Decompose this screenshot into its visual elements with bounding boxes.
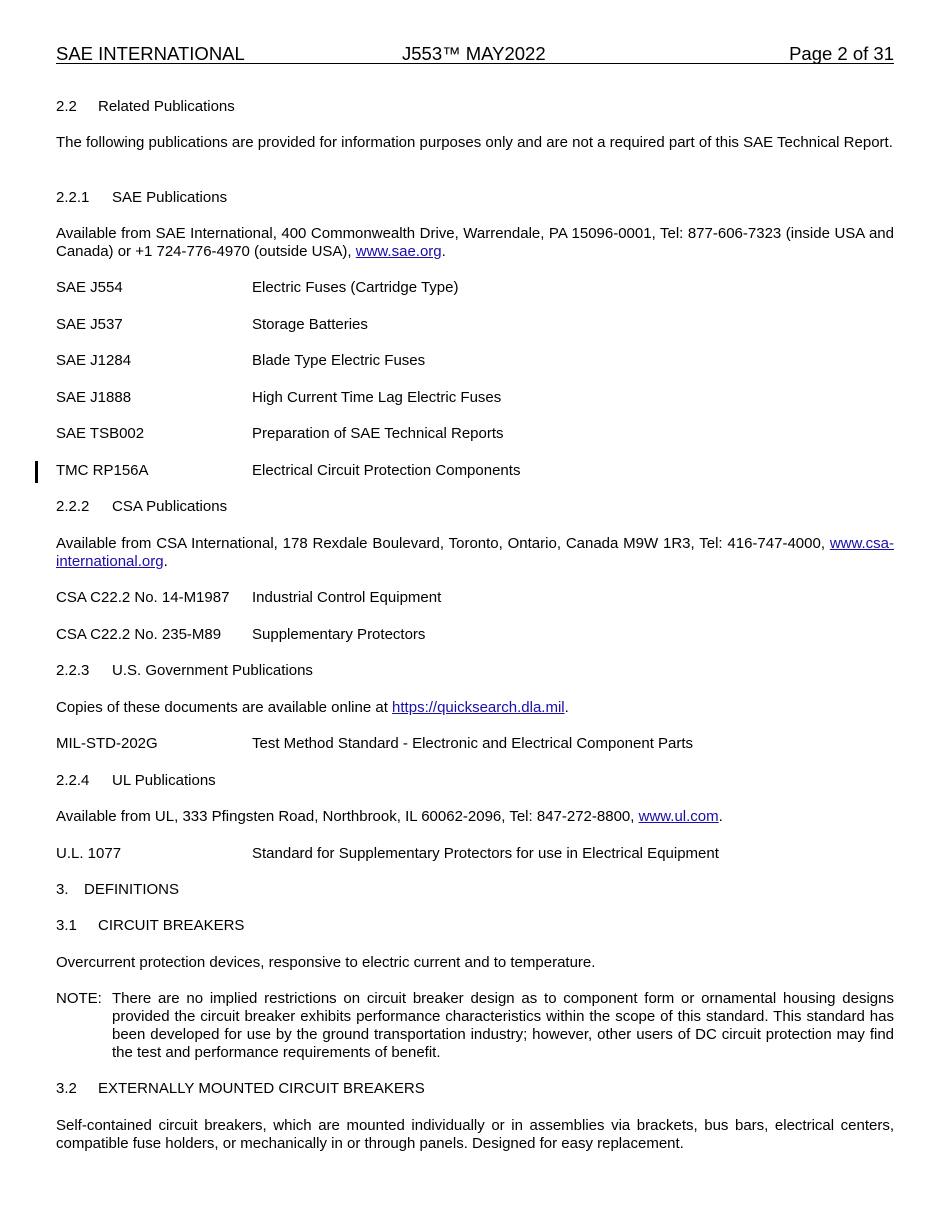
section-title: EXTERNALLY MOUNTED CIRCUIT BREAKERS xyxy=(98,1080,425,1097)
section-2-2-1-heading xyxy=(56,189,227,207)
reference-title: Preparation of SAE Technical Reports xyxy=(252,425,504,442)
reference-title: High Current Time Lag Electric Fuses xyxy=(252,389,502,406)
section-title: UL Publications xyxy=(112,772,216,789)
section-2-2-2-heading xyxy=(56,498,227,516)
reference-code: SAE J554 xyxy=(56,279,123,296)
reference-title: Blade Type Electric Fuses xyxy=(252,352,426,369)
section-3-heading xyxy=(56,881,179,899)
reference-code: CSA C22.2 No. 14-M1987 xyxy=(56,589,230,606)
sae-website-link[interactable]: www.sae.org xyxy=(355,243,442,260)
section-3-1-heading xyxy=(56,917,244,935)
availability-text: Available from UL, 333 Pfingsten Road, Northbrook, IL 60062-2096, Tel: 847-272-8800, xyxy=(56,808,639,825)
section-number: 2.2.1 xyxy=(56,189,90,206)
reference-code: CSA C22.2 No. 235-M89 xyxy=(56,626,222,643)
availability-tail: . xyxy=(441,243,446,260)
section-number: 2.2.2 xyxy=(56,498,90,515)
section-number: 3.2 xyxy=(56,1080,77,1097)
section-2-2-4-heading xyxy=(56,772,216,790)
csa-availability-paragraph xyxy=(56,535,894,571)
section-number: 2.2.3 xyxy=(56,662,90,679)
section-title: U.S. Government Publications xyxy=(112,662,313,679)
availability-tail: . xyxy=(163,553,168,570)
note-body: There are no implied restrictions on circuit breaker design as to component form or ornamental housing designs provided the circuit breaker exhibits performance characteristics within the scope of this standard. This standard has been developed for use by the ground transportation industry; however, other users of DC circuit protection may find the test and performance requirements of benefit. xyxy=(112,990,894,1061)
availability-text: Available from CSA International, 178 Rexdale Boulevard, Toronto, Ontario, Canada M9W 1R3, Tel: 416-747-4000, xyxy=(56,535,830,552)
section-number: 2.2.4 xyxy=(56,772,90,789)
reference-code: SAE TSB002 xyxy=(56,425,145,442)
section-2-2-heading xyxy=(56,98,235,116)
availability-text: Available from SAE International, 400 Commonwealth Drive, Warrendale, PA 15096-0001, Tel: 877-606-7323 (inside USA and Canada) or +1 724-776-4970 (outside USA), xyxy=(56,225,894,260)
revision-change-bar xyxy=(35,461,38,483)
section-number: 2.2 xyxy=(56,98,77,115)
dla-quicksearch-link[interactable]: https://quicksearch.dla.mil xyxy=(392,699,565,716)
reference-code: SAE J537 xyxy=(56,316,123,333)
availability-tail: . xyxy=(564,699,569,716)
reference-code: SAE J1284 xyxy=(56,352,132,369)
header-org: SAE INTERNATIONAL xyxy=(56,43,245,64)
section-3-2-body: Self-contained circuit breakers, which are mounted individually or in assemblies via brackets, bus bars, electrical centers, compatible fuse holders, or mechanically in or through panels. Designed for easy replacement. xyxy=(56,1117,894,1152)
reference-code: MIL-STD-202G xyxy=(56,735,158,752)
availability-text: Copies of these documents are available online at xyxy=(56,699,393,716)
csa-website-link[interactable]: www.csa-international.org xyxy=(56,535,894,570)
section-title: DEFINITIONS xyxy=(84,881,180,898)
reference-title: Electrical Circuit Protection Components xyxy=(252,462,521,479)
section-number: 3. xyxy=(56,881,69,898)
reference-code: U.L. 1077 xyxy=(56,845,122,862)
reference-title: Electric Fuses (Cartridge Type) xyxy=(252,279,459,296)
reference-code: SAE J1888 xyxy=(56,389,132,406)
note-label: NOTE: xyxy=(56,990,102,1007)
reference-code: TMC RP156A xyxy=(56,462,149,479)
sae-availability-paragraph xyxy=(56,225,894,261)
section-3-2-heading xyxy=(56,1080,425,1098)
section-2-2-intro: The following publications are provided for information purposes only and are not a required part of this SAE Technical Report. xyxy=(56,134,893,151)
availability-tail: . xyxy=(718,808,723,825)
section-2-2-3-heading xyxy=(56,662,313,680)
section-title: Related Publications xyxy=(98,98,235,115)
section-title: CSA Publications xyxy=(112,498,228,515)
reference-title: Test Method Standard - Electronic and Electrical Component Parts xyxy=(252,735,694,752)
gov-availability-paragraph xyxy=(56,699,569,717)
reference-title: Standard for Supplementary Protectors for use in Electrical Equipment xyxy=(252,845,719,862)
header-document-id: J553™ MAY2022 xyxy=(402,43,546,64)
section-3-1-body: Overcurrent protection devices, responsive to electric current and to temperature. xyxy=(56,954,596,971)
ul-website-link[interactable]: www.ul.com xyxy=(638,808,719,825)
ul-availability-paragraph xyxy=(56,808,723,826)
header-rule xyxy=(56,63,894,64)
section-title: SAE Publications xyxy=(112,189,228,206)
section-title: CIRCUIT BREAKERS xyxy=(98,917,245,934)
reference-title: Supplementary Protectors xyxy=(252,626,426,643)
reference-title: Industrial Control Equipment xyxy=(252,589,442,606)
header-page-number: Page 2 of 31 xyxy=(789,43,894,64)
reference-title: Storage Batteries xyxy=(252,316,368,333)
section-number: 3.1 xyxy=(56,917,77,934)
